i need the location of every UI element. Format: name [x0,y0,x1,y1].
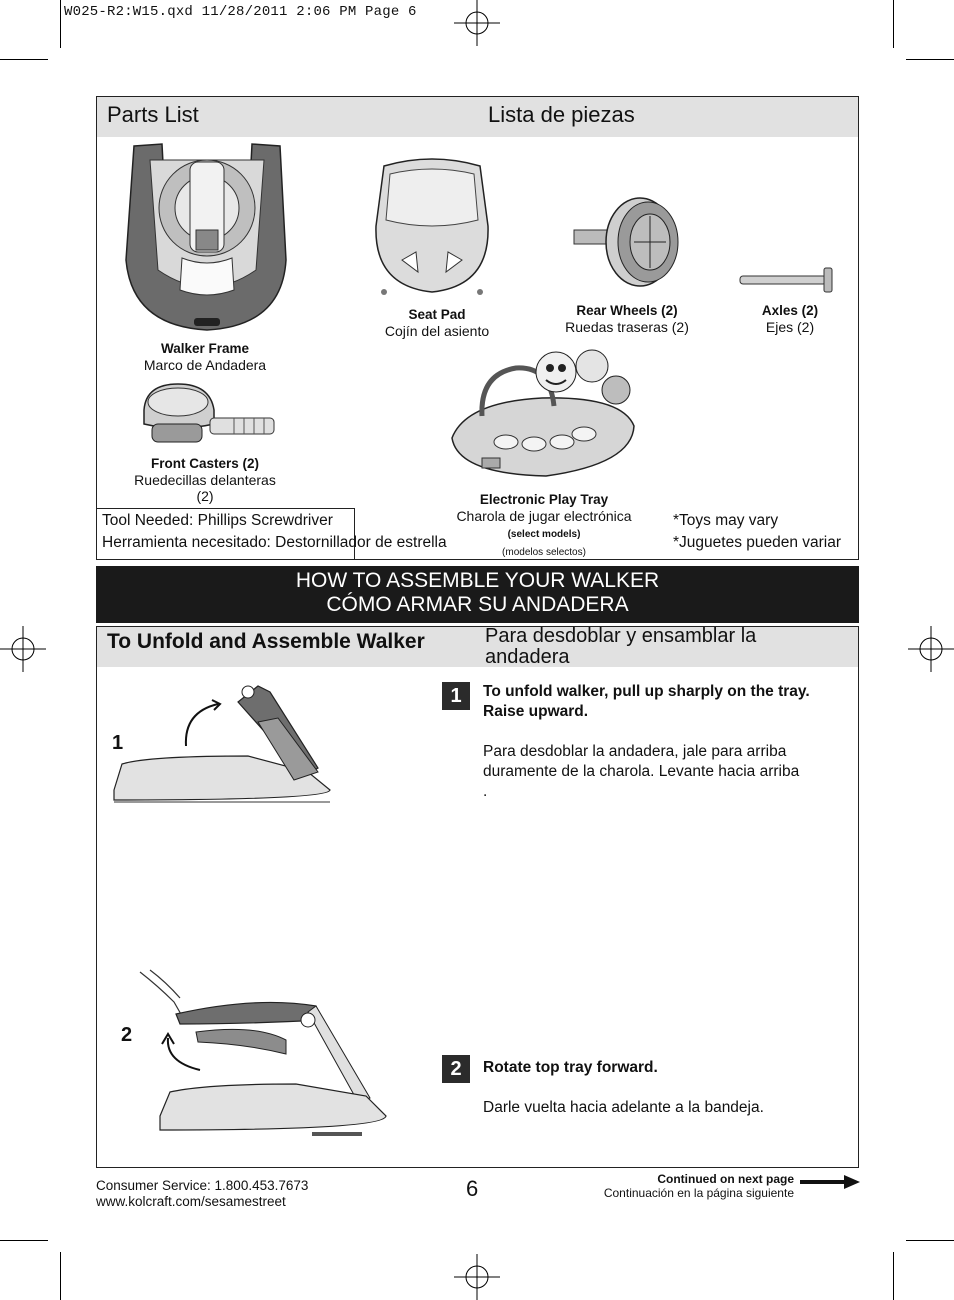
unfold-figure-illustration [108,672,338,812]
step-text [483,682,853,802]
step-number: 1 [442,682,470,710]
part-name-es: Ruedecillas delanteras [134,472,276,488]
part-caption [740,302,840,335]
page-number: 6 [466,1176,479,1201]
crop-mark [893,0,894,48]
registration-mark-icon [0,626,46,672]
continued-es: Continuación en la página siguiente [603,1186,794,1200]
part-caption [444,491,644,560]
part-caption [560,302,694,335]
play-tray-illustration [446,346,638,482]
axle-illustration [738,266,840,294]
step-trailing-mark: . [483,783,488,800]
continued-note [560,1172,794,1200]
crop-mark [60,1252,61,1300]
parts-list-title-es: Lista de piezas [488,102,635,127]
step-instruction: To unfold walker, pull up sharply on the tray. Raise upward. [483,683,810,720]
part-name: Seat Pad [408,307,466,322]
part-name-es: Ruedas traseras (2) [565,319,689,335]
rear-wheel-illustration [574,192,686,292]
assembly-banner [96,566,859,623]
part-caption [372,306,502,339]
part-caption [112,455,298,504]
assembly-title-es: CÓMO ARMAR SU ANDADERA [326,593,629,616]
part-name-es: Charola de jugar electrónica [456,508,632,524]
figure-number: 1 [112,732,124,754]
registration-mark-icon [454,0,500,46]
parts-list-title: Parts List [107,102,199,127]
step-instruction-es: Para desdoblar la andadera, jale para arriba duramente de la charola. Levante hacia arriba [483,743,800,780]
part-name: Axles (2) [761,303,819,318]
registration-mark-icon [454,1254,500,1300]
step-instruction-es: Darle vuelta hacia adelante a la bandeja. [483,1099,764,1116]
step-instruction: Rotate top tray forward. [483,1059,658,1076]
arrow-right-icon [800,1175,860,1189]
part-name-es: Marco de Andadera [143,357,267,373]
rotate-tray-figure-illustration [136,966,392,1142]
crop-mark [60,0,61,48]
front-caster-illustration [138,380,276,450]
crop-mark [893,1252,894,1300]
crop-mark [0,1240,48,1241]
seat-pad-illustration [372,156,492,300]
file-slug: W025-R2:W15.qxd 11/28/2011 2:06 PM Page 6 [64,4,417,20]
part-caption [112,340,298,373]
part-name: Rear Wheels (2) [576,303,678,318]
crop-mark [0,59,48,60]
unfold-title: To Unfold and Assemble Walker [107,630,425,653]
part-name: Walker Frame [160,341,250,356]
website: www.kolcraft.com/sesamestreet [96,1194,286,1209]
part-name: Electronic Play Tray [479,492,609,507]
crop-mark [906,1240,954,1241]
parts-list-header [97,97,858,137]
assembly-title: HOW TO ASSEMBLE YOUR WALKER [295,569,660,592]
step-number: 2 [442,1055,470,1083]
tool-needed-es: Herramienta necesitado: Destornillador de estrella [102,534,447,551]
step-text [483,1058,853,1118]
consumer-service: Consumer Service: 1.800.453.7673 [96,1178,309,1193]
figure-number: 2 [121,1024,133,1046]
registration-mark-icon [908,626,954,672]
part-name-es: Ejes (2) [765,319,815,335]
toys-note: *Toys may vary [673,512,779,529]
part-name: Front Casters (2) [150,456,260,471]
tool-divider [96,508,354,509]
crop-mark [906,59,954,60]
footer-contact [96,1178,308,1210]
part-note-es: (modelos selectos) [502,547,586,558]
walker-frame-illustration [122,140,292,336]
part-quantity: (2) [196,488,214,504]
toys-note-es: *Juguetes pueden variar [673,534,842,551]
tool-needed: Tool Needed: Phillips Screwdriver [102,512,333,529]
unfold-title-es: Para desdoblar y ensamblar la andadera [485,625,757,668]
part-name-es: Cojín del asiento [384,323,490,339]
part-note: (select models) [507,529,581,540]
continued-en: Continued on next page [657,1172,794,1186]
